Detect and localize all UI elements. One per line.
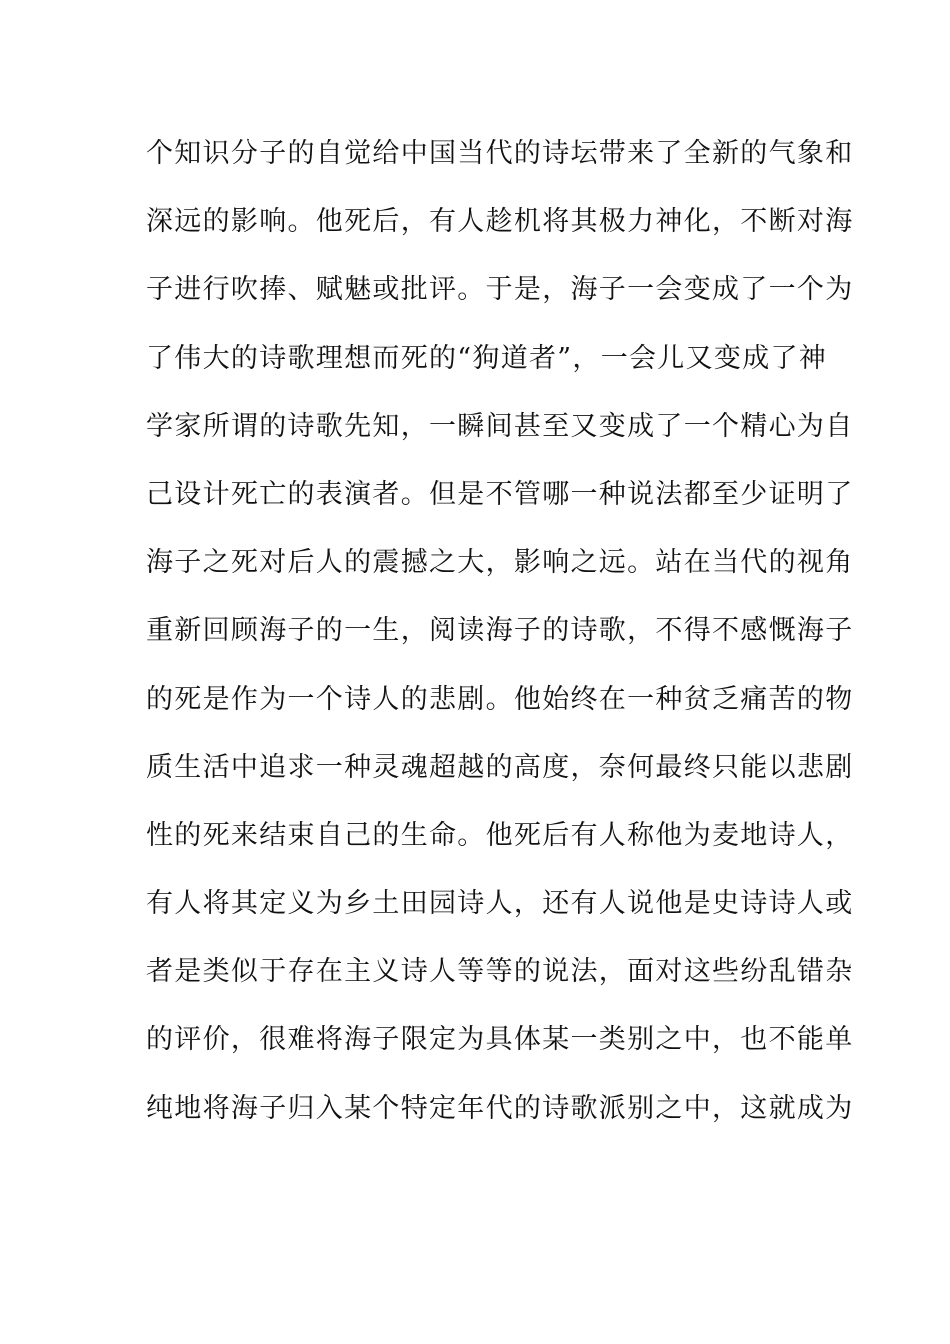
text-line: 纯地将海子归入某个特定年代的诗歌派别之中，这就成为 <box>146 1092 854 1124</box>
text-line: 己设计死亡的表演者。但是不管哪一种说法都至少证明了 <box>146 478 854 510</box>
text-line: 者是类似于存在主义诗人等等的说法，面对这些纷乱错杂 <box>146 956 854 988</box>
text-line: 深远的影响。他死后，有人趁机将其极力神化，不断对海 <box>146 206 854 238</box>
text-line: 海子之死对后人的震撼之大，影响之远。站在当代的视角 <box>146 547 854 579</box>
text-line: 的评价，很难将海子限定为具体某一类别之中，也不能单 <box>146 1024 854 1056</box>
text-line: 性的死来结束自己的生命。他死后有人称他为麦地诗人， <box>146 819 854 851</box>
text-line: 子进行吹捧、赋魅或批评。于是，海子一会变成了一个为 <box>146 274 854 306</box>
text-line: 了伟大的诗歌理想而死的“狗道者”，一会儿又变成了神 <box>146 342 828 374</box>
text-line: 学家所谓的诗歌先知，一瞬间甚至又变成了一个精心为自 <box>146 410 854 442</box>
text-line: 个知识分子的自觉给中国当代的诗坛带来了全新的气象和 <box>146 138 854 169</box>
text-line: 有人将其定义为乡土田园诗人，还有人说他是史诗诗人或 <box>146 888 854 920</box>
text-line: 的死是作为一个诗人的悲剧。他始终在一种贫乏痛苦的物 <box>146 683 854 715</box>
body-paragraph <box>146 132 854 1155</box>
text-line: 重新回顾海子的一生，阅读海子的诗歌，不得不感慨海子 <box>146 615 854 647</box>
text-line: 质生活中追求一种灵魂超越的高度，奈何最终只能以悲剧 <box>146 751 854 783</box>
